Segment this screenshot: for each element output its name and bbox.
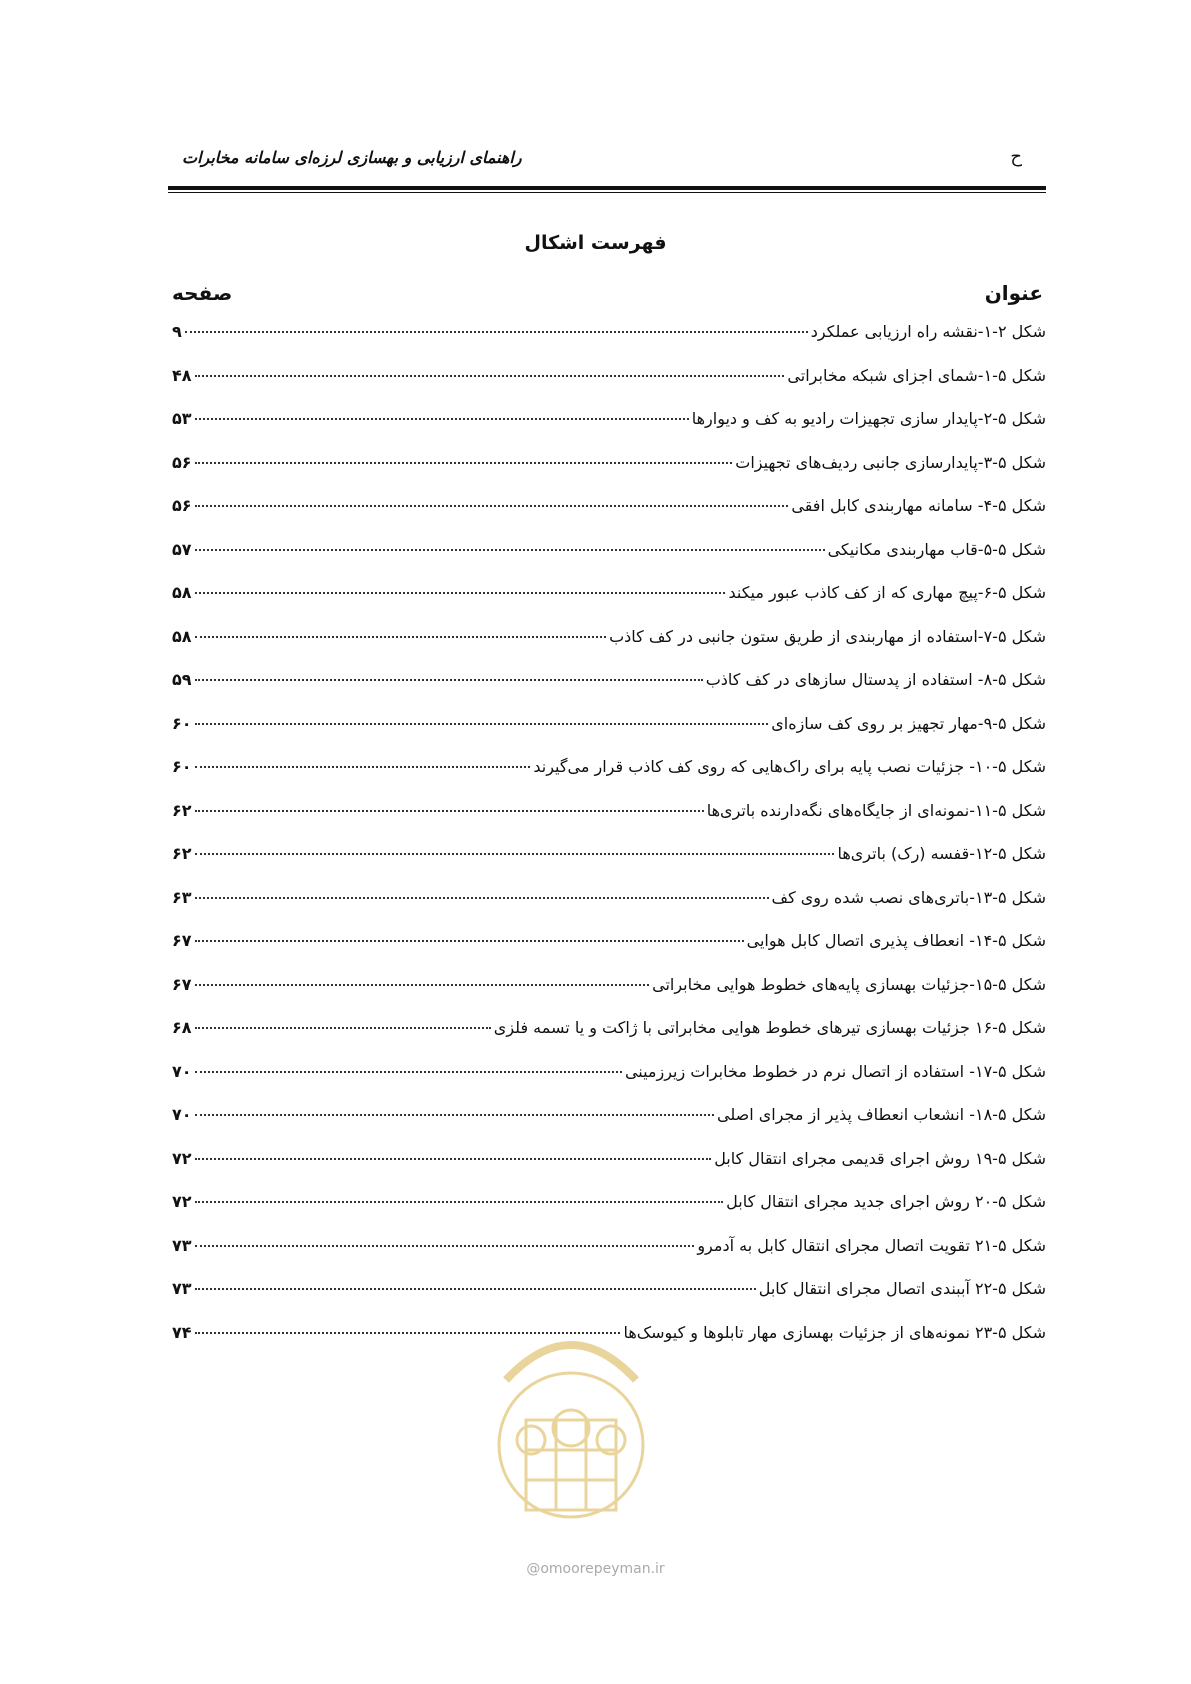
dot-leader	[195, 723, 769, 725]
toc-entry-page: ۷۰	[172, 1105, 192, 1124]
column-heading-page: صفحه	[172, 281, 233, 305]
toc-entry-label: شکل ۵-۱۰- جزئیات نصب پایه برای راک‌هایی که روی کف کاذب قرار می‌گیرند	[533, 757, 1046, 776]
dot-leader	[195, 636, 607, 638]
dot-leader	[195, 505, 789, 507]
toc-entry-page: ۵۶	[172, 496, 192, 515]
dot-leader	[195, 549, 825, 551]
toc-entry[interactable]	[172, 1192, 1046, 1236]
toc-entry-label: شکل ۲-۱-نقشه راه ارزیابی عملکرد	[810, 322, 1046, 341]
toc-entry[interactable]	[172, 1105, 1046, 1149]
toc-entry-label: شکل ۵-۱۹ روش اجرای قدیمی مجرای انتقال کابل	[714, 1148, 1046, 1168]
toc-entry-label: شکل ۵-۱۶ جزئیات بهسازی تیرهای خطوط هوایی مخابراتی با ژاکت و یا تسمه فلزی	[493, 1018, 1046, 1037]
dot-leader	[195, 853, 835, 855]
toc-entry-label: شکل ۵-۲۳ نمونه‌های از جزئیات بهسازی مهار تابلوها و کیوسک‌ها	[623, 1322, 1046, 1342]
dot-leader	[195, 1114, 714, 1116]
toc-entry-page: ۶۳	[172, 887, 192, 907]
toc-entry[interactable]	[172, 540, 1046, 584]
toc-entry-page: ۵۳	[172, 409, 192, 428]
toc-entry[interactable]	[172, 888, 1046, 932]
toc-entry[interactable]	[172, 1018, 1046, 1062]
toc-entry-label: شکل ۵-۱۵-جزئیات بهسازی پایه‌های خطوط هوایی مخابراتی	[652, 974, 1046, 994]
toc-entry-label: شکل ۵-۱۱-نمونه‌ای از جایگاه‌های نگه‌دارنده باتری‌ها	[706, 800, 1046, 820]
toc-entry-page: ۵۶	[172, 452, 192, 472]
running-header	[172, 140, 1042, 170]
toc-entry-page: ۷۰	[172, 1061, 192, 1081]
figures-list	[172, 322, 1046, 1366]
watermark-site-text: @omoorepeyman.ir	[526, 1561, 665, 1577]
dot-leader	[185, 331, 808, 333]
list-of-figures-title: فهرست اشکال	[524, 232, 667, 254]
dot-leader	[195, 766, 531, 768]
toc-entry-page: ۷۲	[172, 1192, 192, 1211]
header-rule-thin	[168, 192, 1046, 193]
toc-entry-label: شکل ۵-۱۴- انعطاف پذیری اتصال کابل هوایی	[746, 931, 1046, 950]
toc-entry[interactable]	[172, 453, 1046, 497]
dot-leader	[195, 375, 785, 377]
toc-entry-label: شکل ۵-۷-استفاده از مهاربندی از طریق ستون جانبی در کف کاذب	[609, 626, 1046, 646]
toc-entry-page: ۷۴	[172, 1322, 192, 1342]
toc-entry-page: ۶۲	[172, 844, 192, 863]
toc-entry-label: شکل ۵-۵-قاب مهاربندی مکانیکی	[827, 539, 1046, 559]
toc-entry[interactable]	[172, 931, 1046, 975]
toc-entry-page: ۷۲	[172, 1148, 192, 1168]
dot-leader	[195, 679, 703, 681]
dot-leader	[195, 810, 704, 812]
dot-leader	[195, 897, 769, 899]
toc-entry-label: شکل ۵-۱۸- انشعاب انعطاف پذیر از مجرای اصلی	[717, 1105, 1046, 1124]
toc-entry-page: ۶۷	[172, 931, 192, 950]
toc-entry-page: ۶۰	[172, 713, 192, 733]
header-rule-thick	[168, 186, 1046, 190]
toc-entry-label: شکل ۵-۶-پیچ مهاری که از کف کاذب عبور میکند	[728, 583, 1046, 602]
toc-entry-label: شکل ۵-۸- استفاده از پدستال سازهای در کف کاذب	[705, 670, 1046, 689]
toc-entry-label: شکل ۵-۴- سامانه مهاربندی کابل افقی	[791, 496, 1046, 515]
dot-leader	[195, 1027, 491, 1029]
toc-entry[interactable]	[172, 844, 1046, 888]
column-heading-title: عنوان	[984, 281, 1043, 305]
toc-entry-page: ۶۸	[172, 1018, 192, 1037]
toc-entry-page: ۴۸	[172, 365, 192, 385]
toc-entry[interactable]	[172, 1236, 1046, 1280]
dot-leader	[195, 940, 744, 942]
dot-leader	[195, 984, 650, 986]
toc-entry-page: ۷۳	[172, 1235, 192, 1255]
toc-entry-page: ۵۹	[172, 670, 192, 689]
toc-entry-page: ۵۸	[172, 583, 192, 602]
toc-entry[interactable]	[172, 322, 1046, 366]
page-number-letter: ح	[1010, 146, 1022, 167]
toc-entry[interactable]	[172, 496, 1046, 540]
toc-entry-label: شکل ۵-۲-پایدار سازی تجهیزات رادیو به کف و دیوارها	[691, 409, 1046, 428]
toc-entry[interactable]	[172, 366, 1046, 410]
dot-leader	[195, 592, 726, 594]
toc-entry[interactable]	[172, 1062, 1046, 1106]
dot-leader	[195, 1158, 712, 1160]
dot-leader	[195, 1245, 695, 1247]
toc-entry[interactable]	[172, 975, 1046, 1019]
toc-entry[interactable]	[172, 409, 1046, 453]
toc-entry-label: شکل ۵-۱۲-قفسه (رک) باتری‌ها	[837, 844, 1046, 863]
toc-entry-label: شکل ۵-۱۷- استفاده از اتصال نرم در خطوط مخابرات زیرزمینی	[624, 1061, 1046, 1081]
toc-entry-page: ۶۲	[172, 800, 192, 820]
dot-leader	[195, 1288, 756, 1290]
toc-entry-page: ۹	[172, 322, 182, 341]
toc-entry[interactable]	[172, 801, 1046, 845]
toc-entry-label: شکل ۵-۱۳-باتری‌های نصب شده روی کف	[771, 887, 1046, 907]
toc-entry-label: شکل ۵-۲۲ آببندی اتصال مجرای انتقال کابل	[758, 1279, 1046, 1298]
toc-entry[interactable]	[172, 757, 1046, 801]
toc-entry-label: شکل ۵-۲۰ روش اجرای جدید مجرای انتقال کابل	[726, 1192, 1046, 1211]
toc-entry-label: شکل ۵-۳-پایدارسازی جانبی ردیف‌های تجهیزات	[735, 452, 1046, 472]
toc-entry[interactable]	[172, 1149, 1046, 1193]
toc-entry-label: شکل ۵-۱-شمای اجزای شبکه مخابراتی	[787, 365, 1046, 385]
toc-entry[interactable]	[172, 627, 1046, 671]
dot-leader	[195, 418, 689, 420]
toc-entry-label: شکل ۵-۹-مهار تجهیز بر روی کف سازه‌ای	[771, 713, 1046, 733]
toc-entry-page: ۷۳	[172, 1279, 192, 1298]
toc-entry-label: شکل ۵-۲۱ تقویت اتصال مجرای انتقال کابل به آدمرو	[697, 1235, 1046, 1255]
dot-leader	[195, 462, 733, 464]
toc-entry[interactable]	[172, 714, 1046, 758]
toc-entry[interactable]	[172, 583, 1046, 627]
toc-entry-page: ۵۷	[172, 539, 192, 559]
toc-entry-page: ۵۸	[172, 626, 192, 646]
dot-leader	[195, 1201, 724, 1203]
toc-entry-page: ۶۷	[172, 974, 192, 994]
toc-entry[interactable]	[172, 670, 1046, 714]
dot-leader	[195, 1071, 622, 1073]
running-header-title: راهنمای ارزیابی و بهسازی لرزه‌ای سامانه مخابرات	[182, 148, 522, 167]
toc-entry-page: ۶۰	[172, 757, 192, 776]
watermark-logo-icon	[486, 1300, 656, 1550]
